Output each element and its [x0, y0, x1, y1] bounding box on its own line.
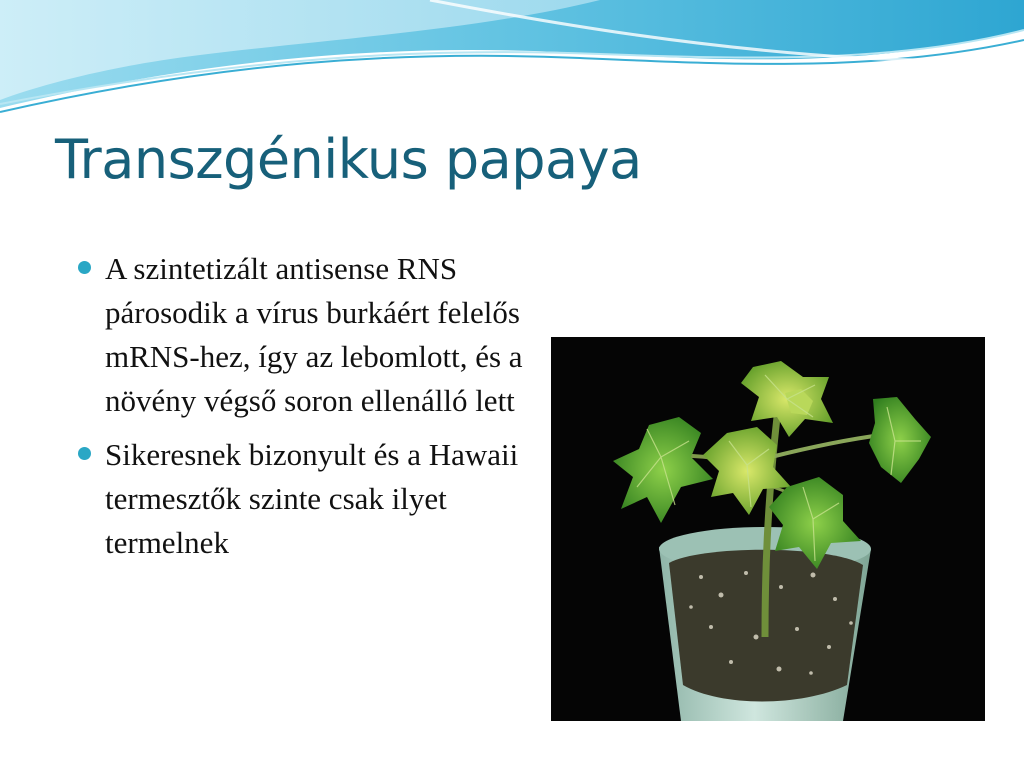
bullet-list — [78, 247, 538, 575]
bullet-dot-icon — [78, 261, 91, 274]
wave-header-decoration — [0, 0, 1024, 115]
bullet-dot-icon — [78, 447, 91, 460]
bullet-text: A szintetizált antisense RNS párosodik a vírus burkáért felelős mRNS-hez, így az lebomlott, és a növény végső soron ellenálló lett — [105, 251, 523, 418]
bullet-item — [78, 247, 538, 423]
papaya-plant-photo — [551, 337, 985, 721]
bullet-text: Sikeresnek bizonyult és a Hawaii termesztők szinte csak ilyet termelnek — [105, 437, 519, 560]
slide-title: Transzgénikus papaya — [55, 128, 642, 191]
papaya-plant-illustration — [551, 337, 985, 721]
bullet-item — [78, 433, 538, 565]
